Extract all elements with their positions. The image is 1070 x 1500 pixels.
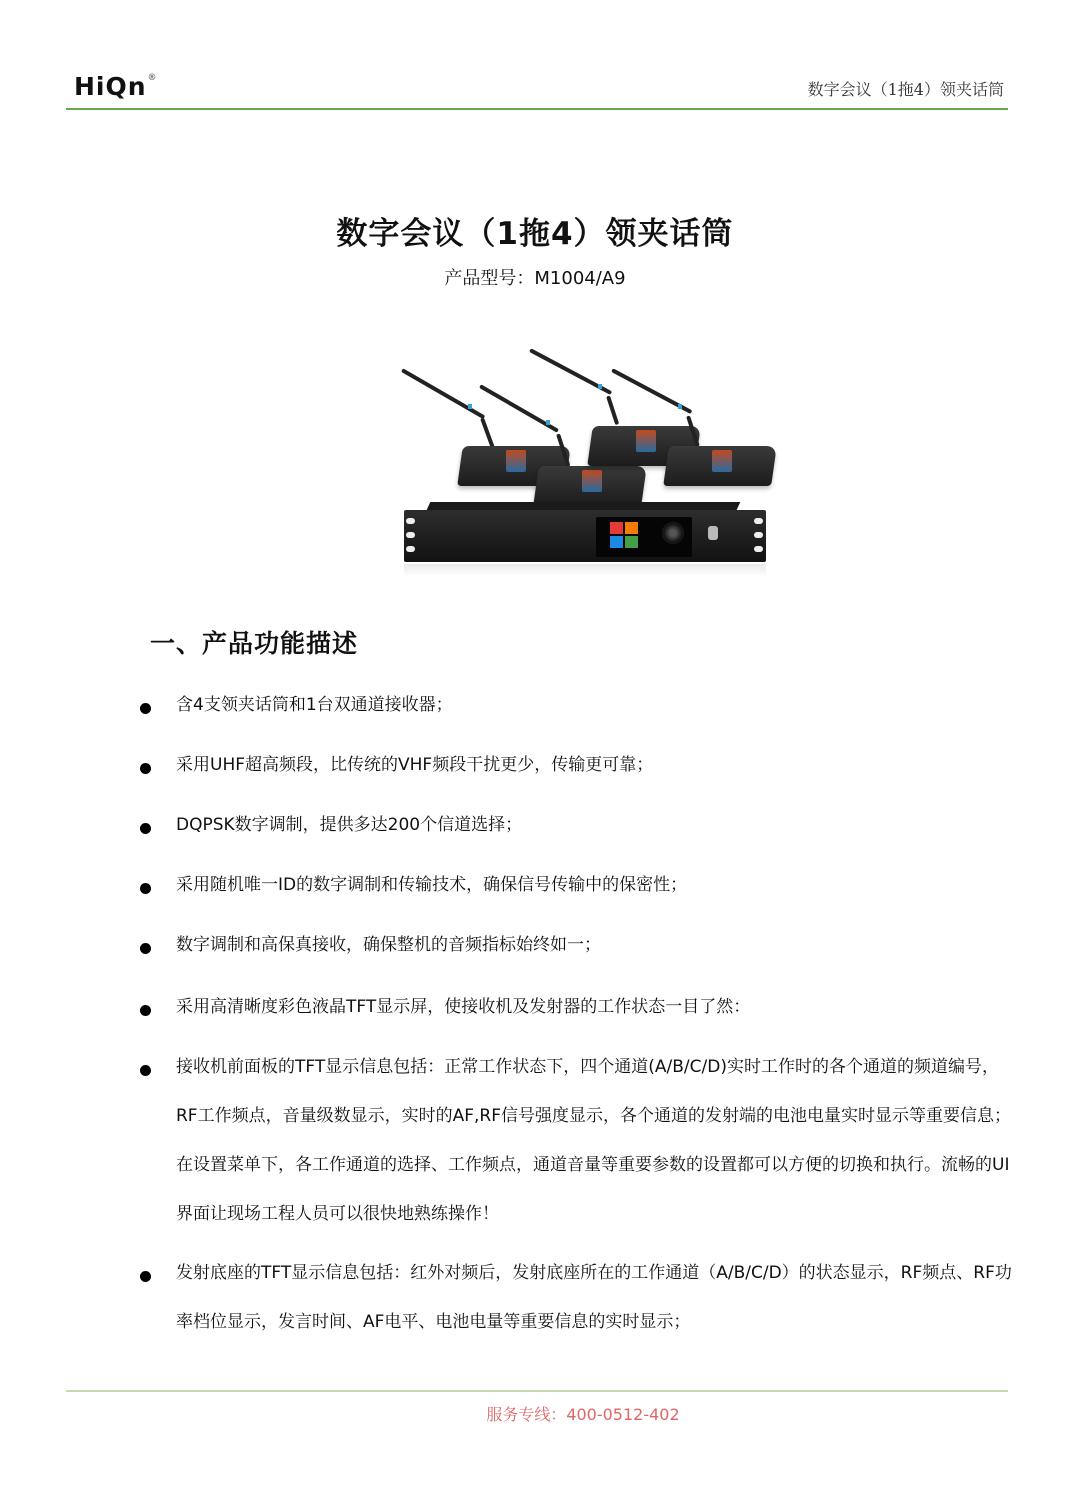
registered-mark-icon: ® [147,72,158,83]
footer-divider [66,1390,1008,1392]
brand-badge-icon [708,526,718,540]
document-title: 数字会议（1拖4）领夹话筒 [336,216,734,252]
bullet-icon [140,823,151,834]
logo-text: HiQn [74,72,147,101]
section-heading: 一、产品功能描述 [150,629,359,658]
bullet-icon [140,1271,151,1282]
brand-logo [74,72,158,101]
volume-knob-icon [662,522,684,544]
bullet-icon [140,703,151,714]
bullet-icon [140,943,151,954]
bullet-icon [140,763,151,774]
bullet-icon [140,1005,151,1016]
product-image [398,338,778,578]
header-divider [66,108,1008,110]
service-hotline: 服务专线：400-0512-402 [486,1405,680,1424]
product-model: 产品型号：M1004/A9 [444,268,626,289]
bullet-icon [140,883,151,894]
header-title: 数字会议（1拖4）领夹话筒 [807,80,1004,99]
bullet-icon [140,1065,151,1076]
page-header [66,68,1008,110]
